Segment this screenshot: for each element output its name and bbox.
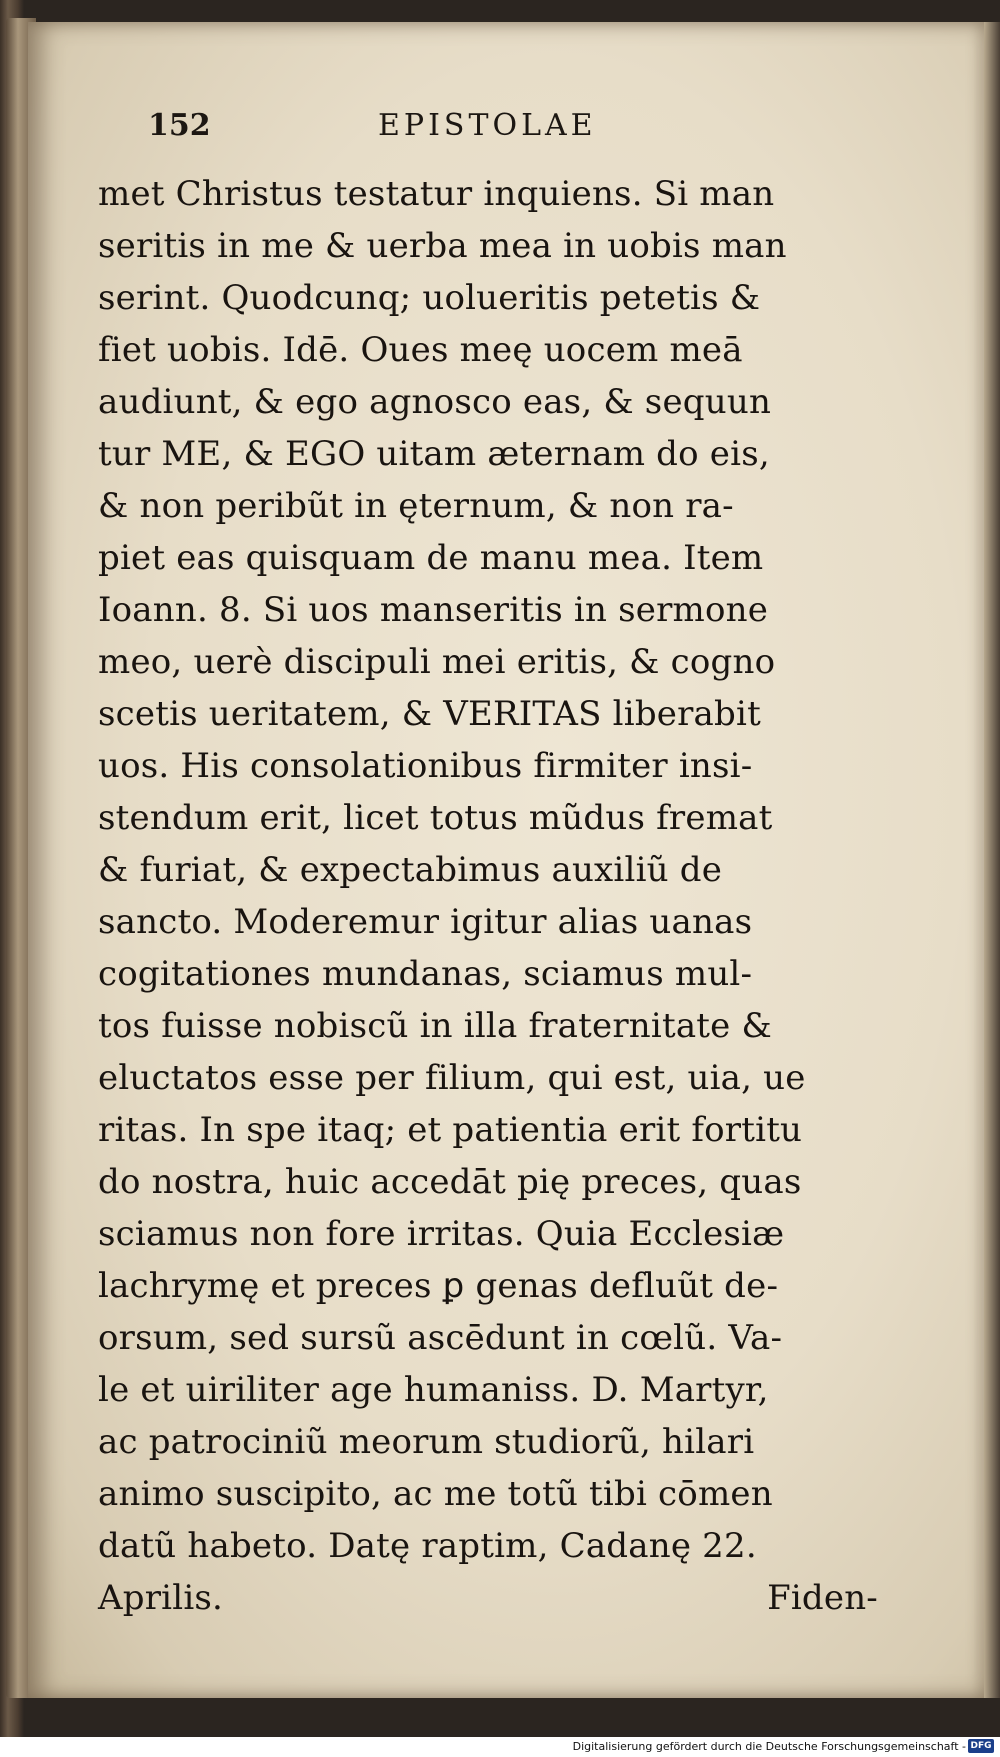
text-line: meo, uerè discipuli mei eritis, & cogno [98, 642, 776, 682]
page-header [148, 108, 868, 152]
text-line: ac patrociniũ meorum studiorũ, hilari [98, 1422, 755, 1462]
text-line: orsum, sed sursũ ascēdunt in cœlũ. Va- [98, 1318, 783, 1358]
text-line: sciamus non fore irritas. Quia Ecclesiæ [98, 1214, 785, 1254]
page-number: 152 [148, 108, 211, 143]
text-line: scetis ueritatem, & VERITAS liberabit [98, 694, 761, 734]
text-line: le et uiriliter age humaniss. D. Martyr, [98, 1370, 769, 1410]
text-line: stendum erit, licet totus mũdus fremat [98, 798, 773, 838]
text-line: seritis in me & uerba mea in uobis man [98, 226, 787, 266]
text-line: uos. His consolationibus firmiter insi- [98, 746, 753, 786]
text-line: & non peribũt in ęternum, & non ra- [98, 486, 734, 526]
catchword: Fiden- [767, 1578, 878, 1618]
body-text [98, 168, 898, 1624]
running-head: EPISTOLAE [378, 108, 597, 143]
text-line: datũ habeto. Datę raptim, Cadanę 22. [98, 1526, 757, 1566]
text-line: tos fuisse nobiscũ in illa fraternitate & [98, 1006, 772, 1046]
text-line: lachrymę et preces ꝑ genas defluũt de- [98, 1266, 779, 1306]
text-line: animo suscipito, ac me totũ tibi cōmen [98, 1474, 773, 1514]
text-line: & furiat, & expectabimus auxiliũ de [98, 850, 723, 890]
digitization-credit: Digitalisierung gefördert durch die Deutsche Forschungsgemeinschaft - [572, 1740, 966, 1753]
page-right-edge [984, 22, 1000, 1698]
text-line: tur ME, & EGO uitam æternam do eis, [98, 434, 770, 474]
text-line: Ioann. 8. Si uos manseritis in sermone [98, 590, 769, 630]
text-line: piet eas quisquam de manu mea. Item [98, 538, 764, 578]
dfg-logo: DFG [968, 1739, 994, 1753]
text-line: audiunt, & ego agnosco eas, & sequun [98, 382, 772, 422]
text-line: ritas. In spe itaq; et patientia erit fortitu [98, 1110, 803, 1150]
text-line: serint. Quodcunq; uolueritis petetis & [98, 278, 761, 318]
text-line: do nostra, huic accedāt pię preces, quas [98, 1162, 802, 1202]
closing-text: Aprilis. [98, 1578, 224, 1618]
text-line: fiet uobis. Idē. Oues meę uocem meā [98, 330, 743, 370]
closing-line [98, 1572, 878, 1624]
text-line: sancto. Moderemur igitur alias uanas [98, 902, 753, 942]
text-line: eluctatos esse per filium, qui est, uia, ue [98, 1058, 806, 1098]
text-line: met Christus testatur inquiens. Si man [98, 174, 775, 214]
text-line: cogitationes mundanas, sciamus mul- [98, 954, 753, 994]
